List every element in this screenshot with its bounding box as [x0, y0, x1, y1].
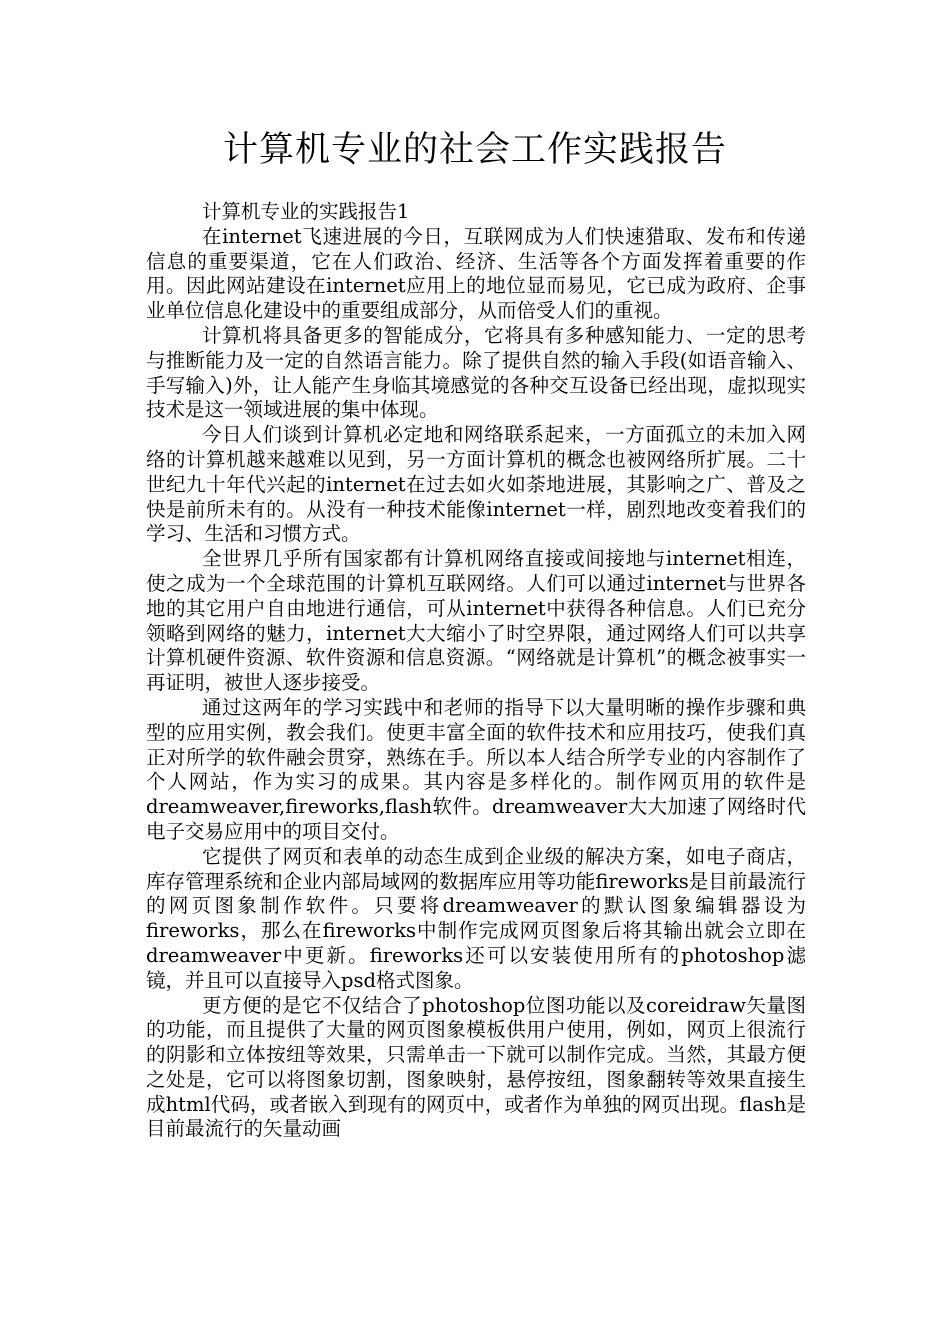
paragraph-7: 更方便的是它不仅结合了photoshop位图功能以及coreidraw矢量图的功能，而且提供了大量的网页图象模板供用户使用，例如，网页上很流行的阴影和立体按纽等效果，只需单击一下就可以制作完成。当然，其最方便之处是，它可以将图象切割，图象映射，悬停按纽，图象翻转等效果直接生成html代码，或者嵌入到现有的网页中，或者作为单独的网页出现。flash是目前最流行的矢量动画 — [146, 993, 806, 1141]
paragraph-1: 在internet飞速进展的今日，互联网成为人们快速猎取、发布和传递信息的重要渠道，它在人们政治、经济、生活等各个方面发挥着重要的作用。因此网站建设在internet应用上的地位显而易见，它已成为政府、企事业单位信息化建设中的重要组成部分，从而倍受人们的重视。 — [146, 224, 806, 323]
paragraph-2: 计算机将具备更多的智能成分，它将具有多种感知能力、一定的思考与推断能力及一定的自然语言能力。除了提供自然的输入手段(如语音输入、手写输入)外，让人能产生身临其境感觉的各种交互设备已经出现，虚拟现实技术是这一领域进展的集中体现。 — [146, 323, 806, 422]
document-body — [146, 200, 806, 1142]
section-heading: 计算机专业的实践报告1 — [202, 200, 410, 223]
paragraph-5: 通过这两年的学习实践中和老师的指导下以大量明晰的操作步骤和典型的应用实例，教会我们。使更丰富全面的软件技术和应用技巧，使我们真正对所学的软件融会贯穿，熟练在手。所以本人结合所学专业的内容制作了个人网站，作为实习的成果。其内容是多样化的。制作网页用的软件是dreamweaver,fireworks,flash软件。dreamweaver大大加速了网络时代电子交易应用中的项目交付。 — [146, 695, 806, 843]
paragraph-3: 今日人们谈到计算机必定地和网络联系起来，一方面孤立的未加入网络的计算机越来越难以见到，另一方面计算机的概念也被网络所扩展。二十世纪九十年代兴起的internet在过去如火如荼地进展，其影响之广、普及之快是前所未有的。从没有一种技术能像internet一样，剧烈地改变着我们的学习、生活和习惯方式。 — [146, 423, 806, 546]
document-title: 计算机专业的社会工作实践报告 — [222, 130, 727, 170]
paragraph-6: 它提供了网页和表单的动态生成到企业级的解决方案，如电子商店，库存管理系统和企业内部局域网的数据库应用等功能fireworks是目前最流行的网页图象制作软件。只要将dreamweaver的默认图象编辑器设为fireworks，那么在fireworks中制作完成网页图象后将其输出就会立即在dreamweaver中更新。fireworks还可以安装使用所有的photoshop滤镜，并且可以直接导入psd格式图象。 — [146, 844, 806, 992]
paragraph-4: 全世界几乎所有国家都有计算机网络直接或间接地与internet相连，使之成为一个全球范围的计算机互联网络。人们可以通过internet与世界各地的其它用户自由地进行通信，可从internet中获得各种信息。人们已充分领略到网络的魅力，internet大大缩小了时空界限，通过网络人们可以共享计算机硬件资源、软件资源和信息资源。“网络就是计算机”的概念被事实一再证明，被世人逐步接受。 — [146, 547, 806, 695]
